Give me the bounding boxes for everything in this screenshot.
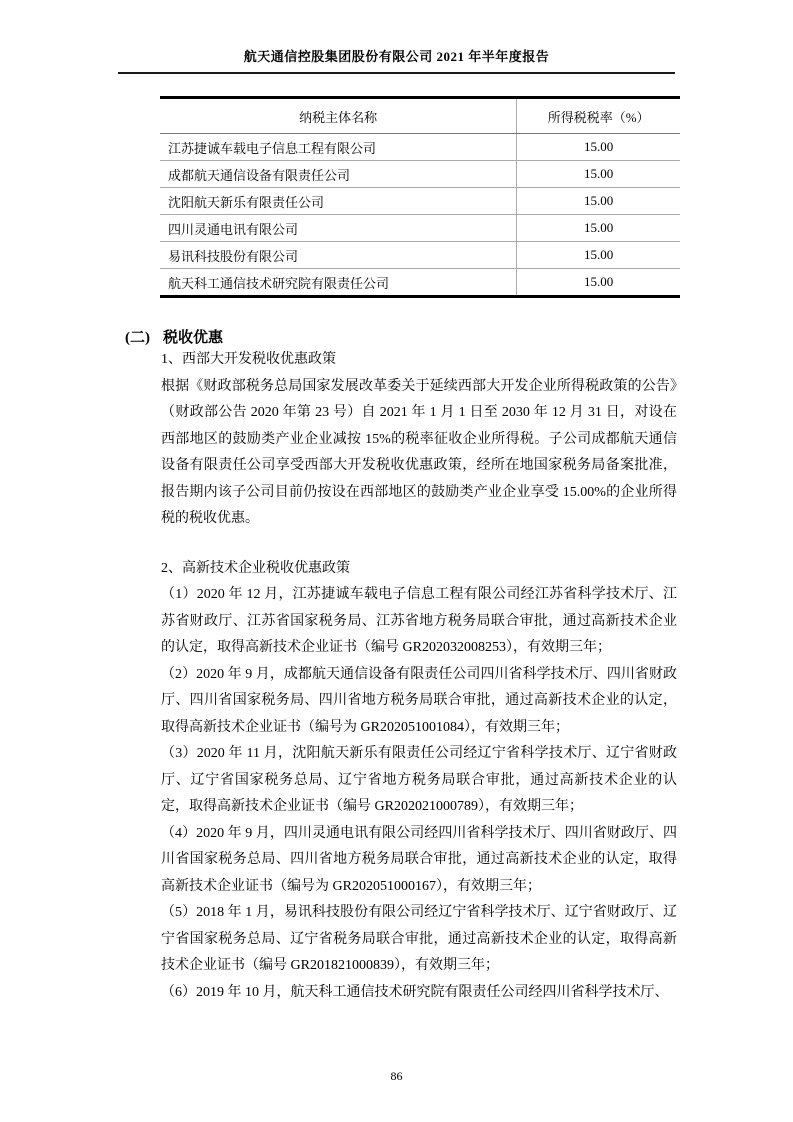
section-number: (二) (125, 330, 150, 346)
item2-paragraph-2: （2）2020 年 9 月，成都航天通信设备有限责任公司四川省科学技术厅、四川省财政厅、四川省国家税务局、四川省地方税务局联合审批，通过高新技术企业的认定，取得高新技术企业证书（编号为 GR202051001084），有效期三年； (161, 666, 677, 735)
header-rule (118, 72, 675, 74)
item1-paragraph: 根据《财政部税务总局国家发展改革委关于延续西部大开发企业所得税政策的公告》（财政部公告 2020 年第 23 号）自 2021 年 1 月 1 日至 2030 年 12 月 31 日，对设在西部地区的鼓励类产业企业减按 15%的税率征收企业所得税。子公司成都航天通信设备有限责任公司享受西部大开发税收优惠政策，经所在地国家税务局备案批准，报告期内该子公司目前仍按设在西部地区的鼓励类产业企业享受 15.00%的企业所得税的税收优惠。 (161, 378, 677, 526)
section-body (161, 347, 677, 1006)
table-row (160, 242, 680, 269)
tax-rate: 15.00 (517, 134, 680, 161)
taxpayer-name: 航天科工通信技术研究院有限责任公司 (160, 269, 517, 297)
tax-rate-table (160, 96, 680, 298)
tax-rate: 15.00 (517, 242, 680, 269)
taxpayer-name: 易讯科技股份有限公司 (160, 242, 517, 269)
column-header-rate: 所得税税率（%） (517, 98, 680, 134)
item1-heading: 1、西部大开发税收优惠政策 (161, 352, 336, 367)
table-row (160, 188, 680, 215)
table-row (160, 269, 680, 297)
section-heading (125, 326, 223, 347)
taxpayer-name: 成都航天通信设备有限责任公司 (160, 161, 517, 188)
tax-rate: 15.00 (584, 274, 614, 289)
blank-line (161, 533, 677, 556)
item2-heading: 2、高新技术企业税收优惠政策 (161, 560, 350, 576)
table-header-row (160, 98, 680, 134)
page-header-title: 航天通信控股集团股份有限公司 2021 年半年度报告 (243, 49, 550, 64)
tax-rate: 15.00 (517, 215, 680, 242)
item2-paragraph-1: （1）2020 年 12 月，江苏捷诚车载电子信息工程有限公司经江苏省科学技术厅、江苏省财政厅、江苏省国家税务局、江苏省地方税务局联合审批，通过高新技术企业的认定，取得高新技术企业证书（编号 GR202032008253），有效期三年； (161, 587, 677, 655)
table-row (160, 161, 680, 188)
section-title: 税收优惠 (163, 330, 224, 346)
tax-rate: 15.00 (517, 161, 680, 188)
taxpayer-name: 江苏捷诚车载电子信息工程有限公司 (160, 134, 517, 161)
table-row (160, 215, 680, 242)
item2-paragraph-3: （3）2020 年 11 月，沈阳航天新乐有限责任公司经辽宁省科学技术厅、辽宁省财政厅、辽宁省国家税务总局、辽宁省地方税务局联合审批，通过高新技术企业的认定，取得高新技术企业证书（编号 GR202021000789），有效期三年； (161, 746, 677, 814)
tax-rate: 15.00 (517, 188, 680, 215)
item2-paragraph-4: （4）2020 年 9 月，四川灵通电讯有限公司经四川省科学技术厅、四川省财政厅、四川省国家税务总局、四川省地方税务局联合审批，通过高新技术企业的认定，取得高新技术企业证书（编号为 GR202051000167），有效期三年； (161, 825, 677, 894)
taxpayer-name: 四川灵通电讯有限公司 (160, 215, 517, 242)
taxpayer-name: 沈阳航天新乐有限责任公司 (160, 188, 517, 215)
table-row (160, 134, 680, 161)
item2-paragraph-5: （5）2018 年 1 月，易讯科技股份有限公司经辽宁省科学技术厅、辽宁省财政厅、辽宁省国家税务总局、辽宁省税务局联合审批，通过高新技术企业的认定，取得高新技术企业证书（编号 GR201821000839），有效期三年； (161, 905, 677, 973)
item2-paragraph-6: （6）2019 年 10 月，航天科工通信技术研究院有限责任公司经四川省科学技术厅、 (161, 984, 669, 1000)
column-header-taxpayer: 纳税主体名称 (160, 98, 517, 134)
page-number: 86 (390, 1069, 403, 1083)
